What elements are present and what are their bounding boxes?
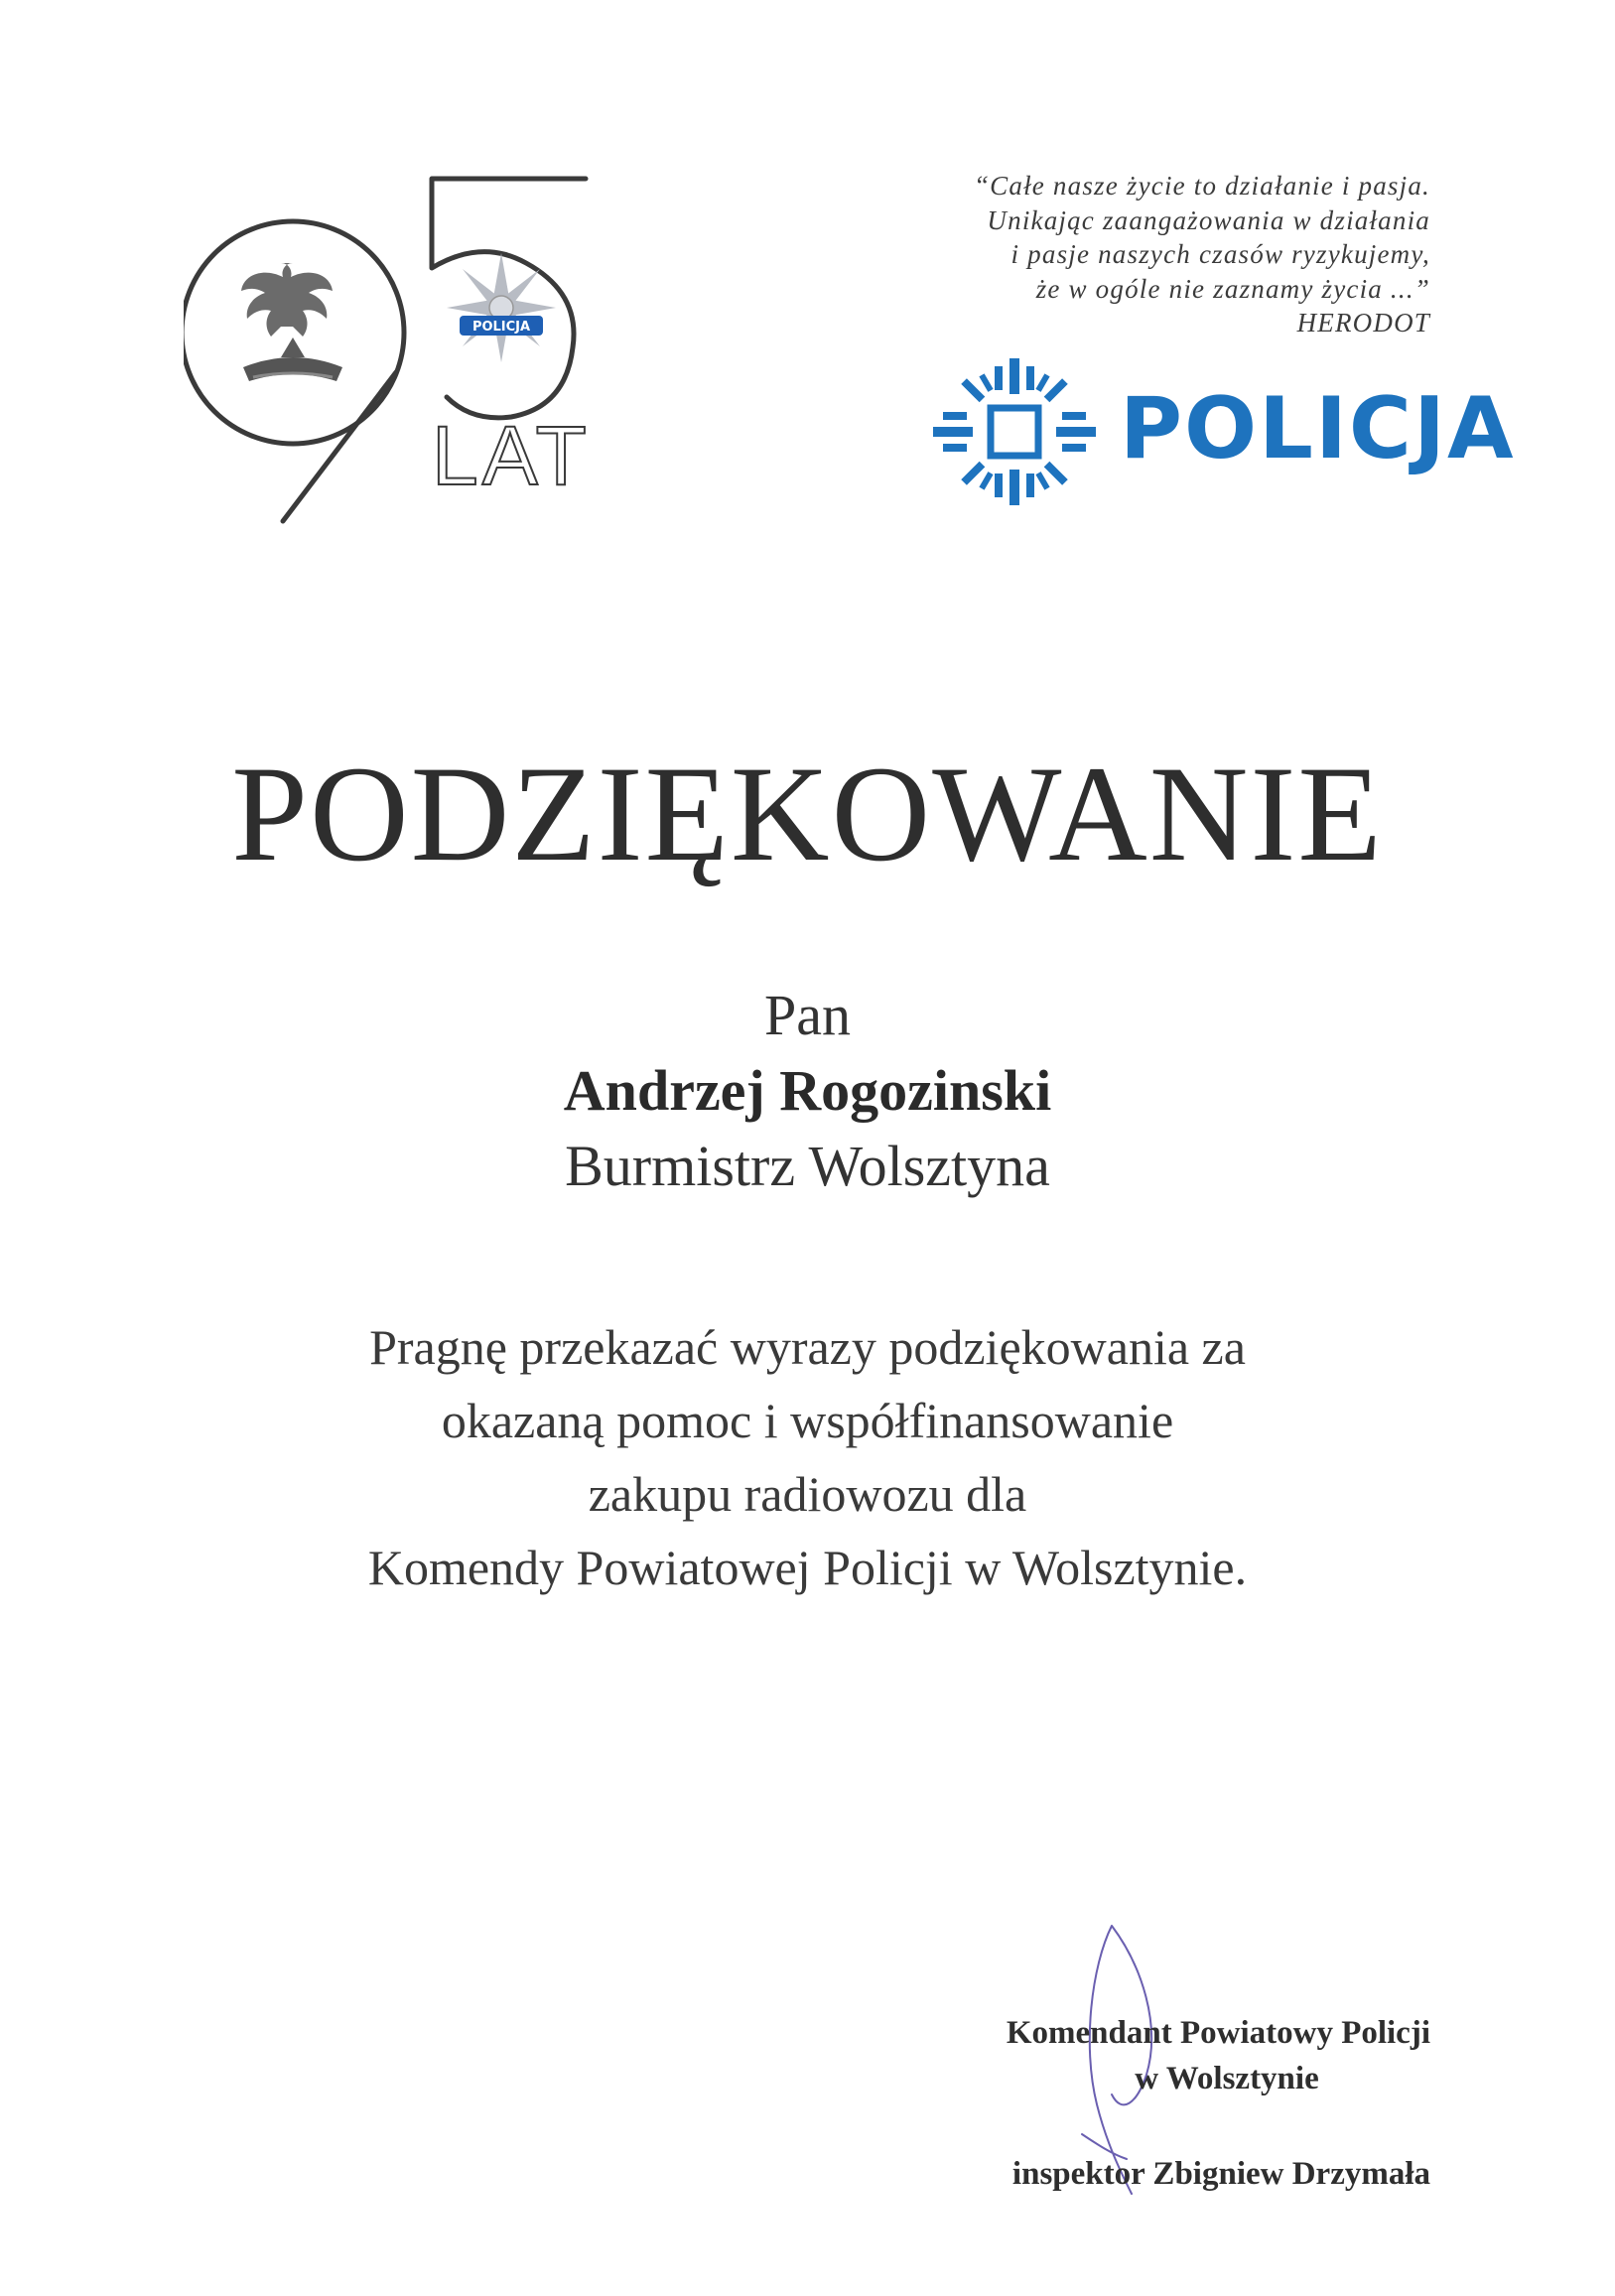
lat-word: LAT xyxy=(432,409,591,502)
police-star-badge-icon xyxy=(447,253,556,362)
quote-line: Unikając zaangażowania w działania xyxy=(987,204,1430,235)
message-body xyxy=(0,1310,1615,1604)
quote-line: i pasje naszych czasów ryzykujemy, xyxy=(1010,239,1430,269)
policja-logo xyxy=(931,357,1516,506)
recipient-name: Andrzej Rogozinski xyxy=(563,1058,1052,1123)
signature-rank-name: inspektor Zbigniew Drzymała xyxy=(1011,2156,1430,2192)
badge-label: POLICJA xyxy=(471,320,531,335)
message-line: zakupu radiowozu dla xyxy=(588,1466,1027,1522)
message-line: Komendy Powiatowej Policji w Wolsztynie. xyxy=(367,1540,1248,1595)
signature-title: Komendant Powiatowy Policji xyxy=(1006,2015,1430,2051)
message-line: Pragnę przekazać wyrazy podziękowania za xyxy=(369,1319,1246,1375)
policja-star-icon xyxy=(931,357,1098,506)
policja-wordmark: POLICJA xyxy=(1120,379,1516,478)
message-line: okazaną pomoc i współfinansowanie xyxy=(441,1393,1174,1448)
quote-line: “Całe nasze życie to działanie i pasja. xyxy=(973,171,1430,201)
recipient-salutation: Pan xyxy=(764,983,851,1047)
signature-location: w Wolsztynie xyxy=(1135,2061,1319,2096)
page-title: PODZIĘKOWANIE xyxy=(231,738,1384,889)
herodot-quote xyxy=(835,169,1430,340)
eagle-emblem-icon xyxy=(241,263,342,381)
signature-block xyxy=(835,2010,1430,2197)
quote-line: że w ogóle nie zaznamy życia ...” xyxy=(1035,273,1430,304)
quote-author: HERODOT xyxy=(1296,308,1430,338)
recipient-block xyxy=(0,978,1615,1204)
anniversary-95-logo xyxy=(184,169,620,526)
recipient-position: Burmistrz Wolsztyna xyxy=(565,1134,1050,1198)
